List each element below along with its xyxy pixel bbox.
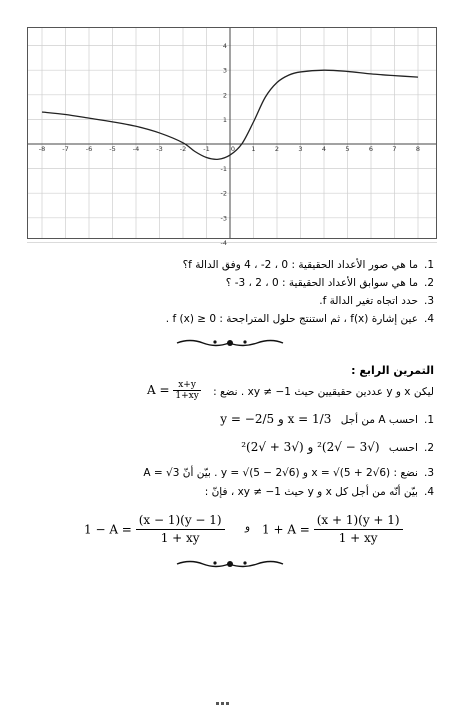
x-tick-label: 1 [251,145,256,153]
function-graph [27,27,437,247]
page-footer-mark [216,690,234,693]
x-tick-label: -5 [109,145,116,153]
x-tick-label: 7 [392,145,397,153]
decorative-divider [175,337,285,349]
x-tick-label: 5 [345,145,350,153]
question-1 [183,258,434,272]
x-tick-label: -8 [38,145,46,153]
x-tick-labels [39,145,420,153]
x-tick-label: -6 [85,145,93,153]
x-tick-label: 8 [415,145,421,153]
question-text: ما هي صور الأعداد الحقيقية : 0 ، 2- ، 4 وفق الدالة f؟ [182,259,418,271]
question-text: ما هي سوابق الأعداد الحقيقية : 0 ، 2 ، 3- ؟ [225,277,418,289]
y-tick-label: 3 [222,66,227,75]
y-tick-label: -1 [220,165,227,174]
x-tick-label: 0 [230,145,236,153]
question-4 [166,312,434,326]
question-2 [226,276,434,290]
x-tick-label: 6 [368,145,374,153]
exercise-title: التمرين الرابع : [351,364,434,377]
y-tick-label: -3 [220,214,227,223]
x-tick-label: -1 [203,145,210,153]
y-tick-label: 1 [222,115,227,124]
x-tick-label: -3 [156,145,163,153]
x-tick-label: 3 [298,145,303,153]
y-tick-label: -4 [220,238,227,247]
question-text: حدد اتجاه تغير الدالة f. [319,295,418,307]
identity-1-minus-A: 1 − A = $\frac{(x - 1)(y - 1)}{1 + xy}$ [84,512,225,547]
y-tick-label: -2 [220,189,227,198]
A-definition: A = $\frac{x+y}{1+xy}$ [147,380,199,401]
y-tick-label: 2 [222,91,227,100]
x-tick-label: -4 [132,145,140,153]
x-tick-label: 2 [274,145,280,153]
decorative-divider [175,558,285,570]
exercise-intro: ليكن x و y عددين حقيقيين حيث xy ≠ −1 . نضع : [213,386,434,398]
question-number: 3. [423,295,434,307]
graph-grid [27,27,437,242]
exercise-item-3: 3.نضع : x = √(5 + 2√6) و y = √(5 − 2√6) . بيّن أنّ A = √3 [143,467,434,479]
question-number: 4. [423,313,434,325]
identity-1-plus-A: 1 + A = $\frac{(x + 1)(y + 1)}{1 + xy}$ [262,512,403,547]
x-tick-label: 4 [321,145,327,153]
graph-axes [27,27,437,239]
x-tick-label: -7 [62,145,69,153]
identity-connector: و [245,521,251,533]
question-3 [319,294,434,308]
exercise-item-4: 4.بيّن أنّه من أجل كل x و y حيث xy ≠ −1 ، فإنّ : [204,486,434,498]
question-text: عين إشارة f(x) ، ثم استنتج حلول المتراجحة : f (x) ≥ 0 . [165,313,418,325]
y-tick-label: 4 [222,42,227,51]
question-number: 1. [423,259,434,271]
exercise-item-2: 2.احسب (√3 − √2)² و (√3 + √2)² [241,440,434,454]
question-number: 2. [423,277,434,289]
exercise-item-1: 1.احسب A من أجل x = 1/3 و y = −2/5 [220,412,434,426]
x-tick-label: -2 [179,145,187,153]
